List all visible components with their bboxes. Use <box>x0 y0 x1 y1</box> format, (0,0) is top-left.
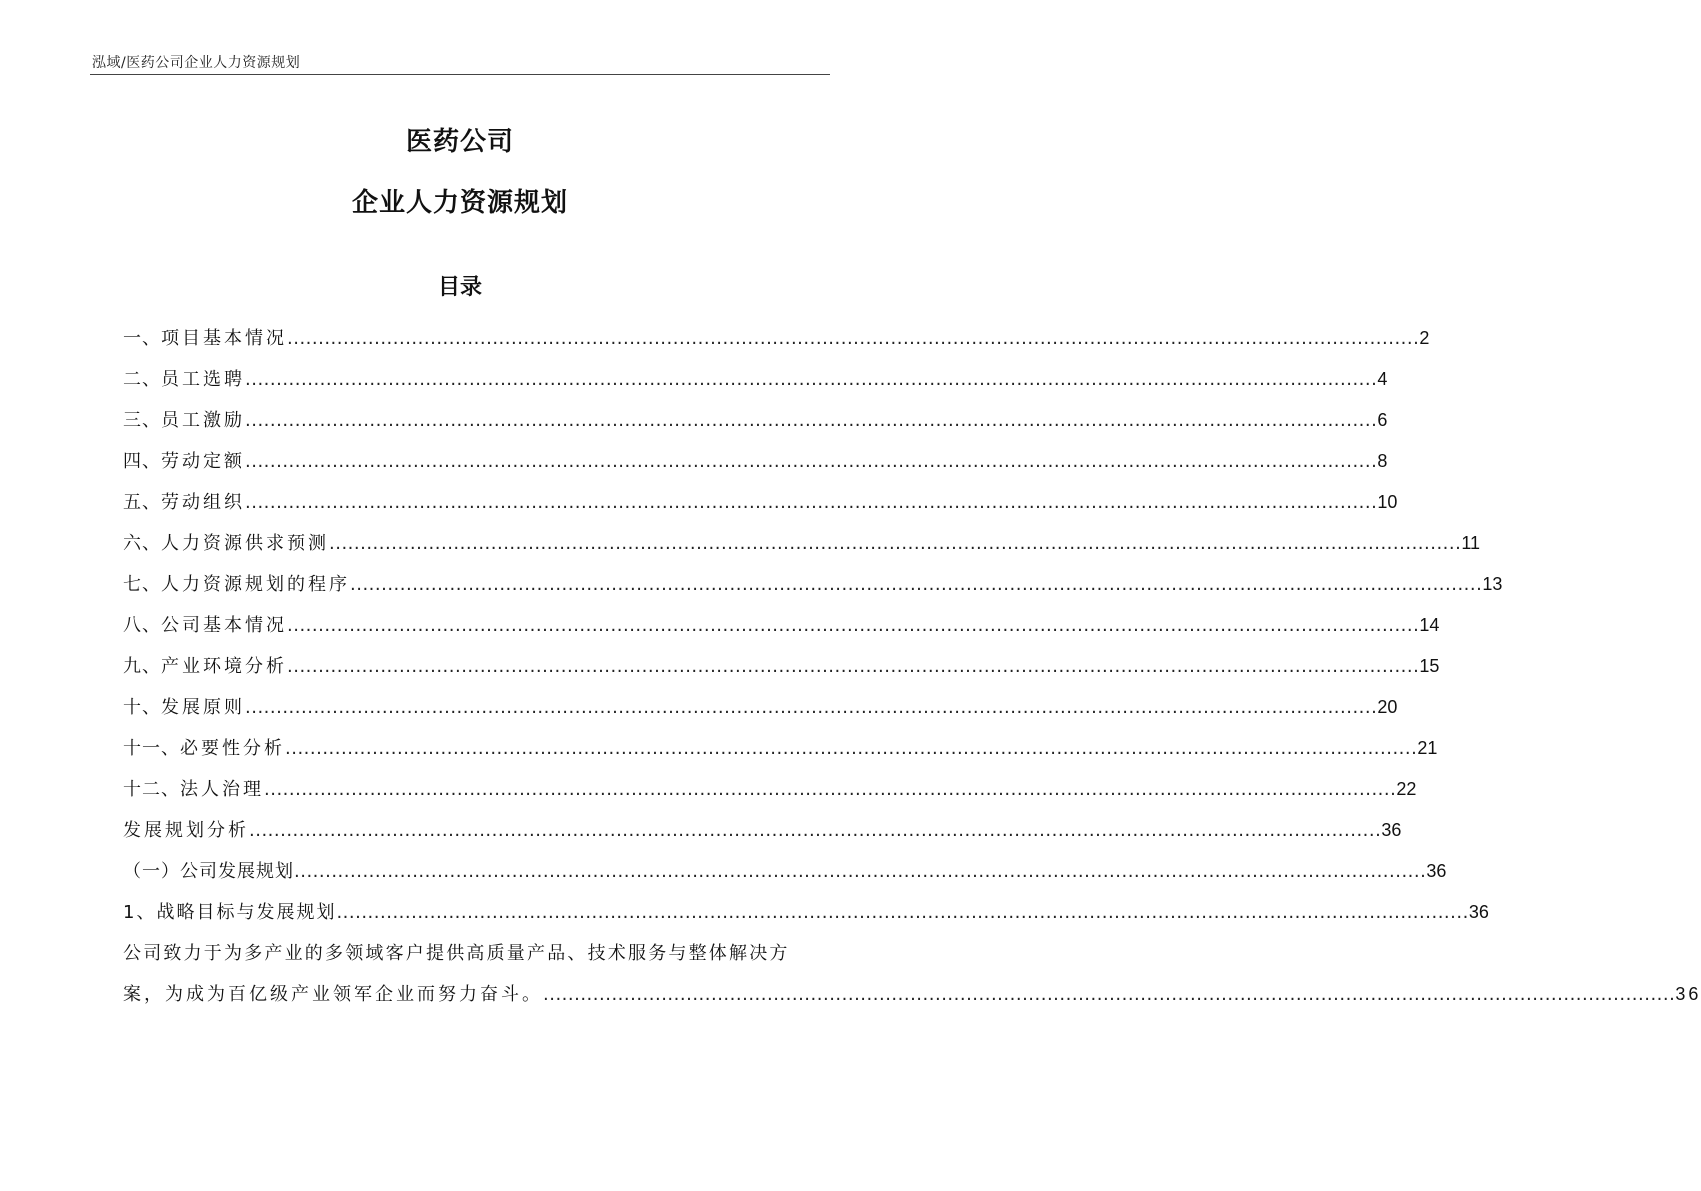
toc-entry-title: 员工选聘 <box>161 369 245 390</box>
toc-dot-leader: ...................................................................................................................................................................................... <box>245 492 1378 513</box>
toc-entry-page: 15 <box>1419 656 1440 676</box>
toc-entry[interactable] <box>123 482 1398 523</box>
toc-entry-number: 十、 <box>123 697 161 718</box>
toc-entry[interactable] <box>123 851 1447 892</box>
toc-entry-title: 公司基本情况 <box>161 615 287 636</box>
toc-entry[interactable] <box>123 687 1398 728</box>
toc-dot-leader: ...................................................................................................................................................................................... <box>245 697 1378 718</box>
document-title: 医药公司 <box>405 127 514 157</box>
toc-entry-number: 五、 <box>123 492 161 513</box>
toc-entry-page: 8 <box>1377 451 1388 471</box>
toc-entry-page: 4 <box>1377 369 1388 389</box>
toc-entry[interactable] <box>123 728 1438 769</box>
toc-entry-title: 发展原则 <box>161 697 245 718</box>
toc-entry[interactable] <box>123 523 1481 564</box>
toc-entry-title: 人力资源规划的程序 <box>161 574 350 595</box>
toc-dot-leader: ...................................................................................................................................................................................... <box>245 369 1378 390</box>
toc-entry-title: 劳动定额 <box>161 451 245 472</box>
toc-entry[interactable] <box>123 646 1440 687</box>
toc-entry-title: 产业环境分析 <box>161 656 287 677</box>
toc-dot-leader: ...................................................................................................................................................................................... <box>285 738 1418 759</box>
toc-dot-leader: ...................................................................................................................................................................................... <box>543 984 1676 1005</box>
toc-entry[interactable] <box>123 318 1430 359</box>
toc-entry-title: 劳动组织 <box>161 492 245 513</box>
toc-entry-page: 10 <box>1377 492 1398 512</box>
toc-entry-number: 七、 <box>123 574 161 595</box>
running-header: 泓域/医药公司企业人力资源规划 <box>92 55 301 71</box>
toc-entry-number: 二、 <box>123 369 161 390</box>
toc-entry[interactable] <box>123 605 1440 646</box>
toc-entry-title: 法人治理 <box>180 779 264 800</box>
toc-entry-page: 36 <box>1426 861 1447 881</box>
toc-long-entry-line2 <box>123 974 1701 1015</box>
toc-entry-page: 14 <box>1419 615 1440 635</box>
toc-entry-page: 36 <box>1468 902 1489 922</box>
toc-long-entry-line1: 公司致力于为多产业的多领域客户提供高质量产品、技术服务与整体解决方 <box>123 943 790 964</box>
toc-dot-leader: ...................................................................................................................................................................................... <box>249 820 1382 841</box>
toc-dot-leader: ...................................................................................................................................................................................... <box>336 902 1469 923</box>
toc-entry-page: 36 <box>1675 984 1701 1004</box>
toc-dot-leader: ...................................................................................................................................................................................... <box>245 410 1378 431</box>
toc-entry-title: 人力资源供求预测 <box>161 533 329 554</box>
toc-long-entry[interactable] <box>123 933 1701 1015</box>
toc-entry[interactable] <box>123 810 1402 851</box>
toc-entry-number: 六、 <box>123 533 161 554</box>
toc-entry[interactable] <box>123 892 1489 933</box>
toc-entry-number: 四、 <box>123 451 161 472</box>
toc-entry-page: 6 <box>1377 410 1388 430</box>
toc-entry-title: 员工激励 <box>161 410 245 431</box>
toc-entry-title: 1、战略目标与发展规划 <box>123 902 337 923</box>
toc-entry-page: 20 <box>1377 697 1398 717</box>
toc-entry-page: 36 <box>1381 820 1402 840</box>
toc-entry-page: 2 <box>1419 328 1430 348</box>
toc-entry-title: 必要性分析 <box>180 738 285 759</box>
toc-entry-number: 十一、 <box>123 738 180 759</box>
toc-entry-title: 发展规划分析 <box>123 820 249 841</box>
toc-entry-page: 21 <box>1417 738 1438 758</box>
toc-dot-leader: ...................................................................................................................................................................................... <box>287 328 1420 349</box>
toc-dot-leader: ...................................................................................................................................................................................... <box>245 451 1378 472</box>
toc-entry-page: 22 <box>1396 779 1417 799</box>
toc-entry-number: 一、 <box>123 328 161 349</box>
toc-entry[interactable] <box>123 564 1503 605</box>
header-divider <box>90 74 830 75</box>
toc-dot-leader: ...................................................................................................................................................................................... <box>350 574 1483 595</box>
toc-entry[interactable] <box>123 359 1388 400</box>
toc-entry-page: 11 <box>1461 533 1481 553</box>
toc-entry[interactable] <box>123 769 1417 810</box>
toc-dot-leader: ...................................................................................................................................................................................... <box>287 615 1420 636</box>
toc-dot-leader: ...................................................................................................................................................................................... <box>287 656 1420 677</box>
toc-dot-leader: ...................................................................................................................................................................................... <box>329 533 1462 554</box>
toc-entry-title: （一）公司发展规划 <box>123 861 294 882</box>
toc-entry-title: 案，为成为百亿级产业领军企业而努力奋斗。 <box>123 984 543 1005</box>
table-of-contents <box>123 318 1701 1015</box>
toc-dot-leader: ...................................................................................................................................................................................... <box>294 861 1427 882</box>
toc-entry[interactable] <box>123 400 1388 441</box>
toc-entry-title: 项目基本情况 <box>161 328 287 349</box>
toc-entry[interactable] <box>123 441 1388 482</box>
toc-entry-number: 九、 <box>123 656 161 677</box>
document-subtitle: 企业人力资源规划 <box>351 188 568 218</box>
toc-entry-number: 十二、 <box>123 779 180 800</box>
toc-dot-leader: ...................................................................................................................................................................................... <box>264 779 1397 800</box>
toc-heading: 目录 <box>437 275 482 300</box>
toc-entry-page: 13 <box>1482 574 1503 594</box>
toc-entry-number: 三、 <box>123 410 161 431</box>
toc-entry-number: 八、 <box>123 615 161 636</box>
